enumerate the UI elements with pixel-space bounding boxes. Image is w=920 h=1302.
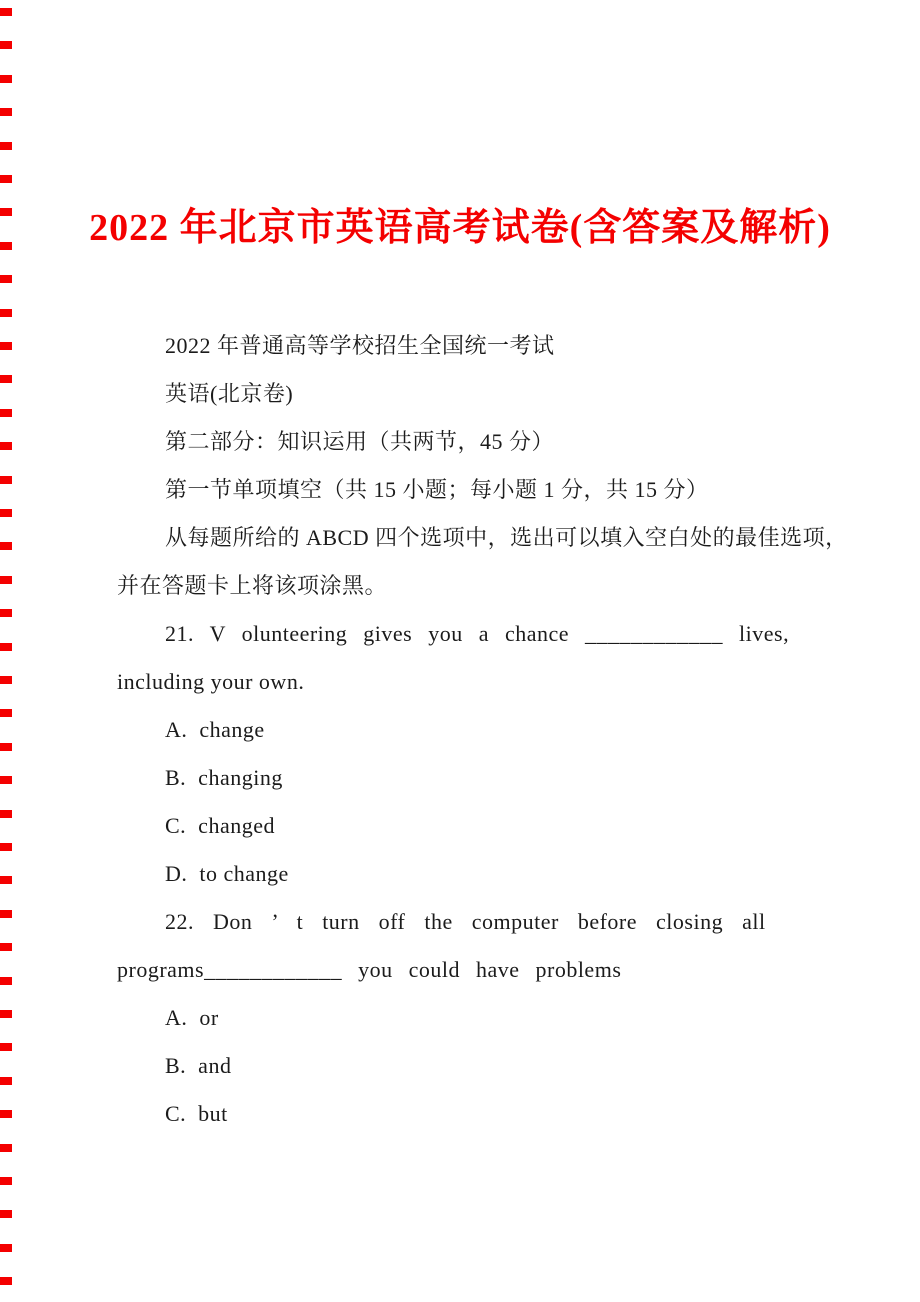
margin-mark [0, 375, 12, 383]
margin-mark [0, 1244, 12, 1252]
margin-mark [0, 509, 12, 517]
margin-mark [0, 342, 12, 350]
option-line: A. or [165, 1005, 219, 1030]
margin-mark [0, 476, 12, 484]
margin-mark [0, 910, 12, 918]
margin-mark [0, 75, 12, 83]
margin-mark [0, 1177, 12, 1185]
option-line: B. changing [165, 765, 283, 790]
margin-mark [0, 776, 12, 784]
margin-mark [0, 709, 12, 717]
margin-mark [0, 309, 12, 317]
page-title: 2022 年北京市英语高考试卷(含答案及解析) [89, 207, 831, 249]
section-heading-line: 第一节单项填空（共 15 小题；每小题 1 分，共 15 分） [165, 477, 709, 502]
question-line: 22. Don ’ t turn off the computer before closing all [165, 909, 766, 934]
margin-mark [0, 643, 12, 651]
margin-mark [0, 1210, 12, 1218]
option-line: B. and [165, 1053, 232, 1078]
margin-mark [0, 977, 12, 985]
margin-mark [0, 1043, 12, 1051]
margin-mark [0, 676, 12, 684]
option-line: D. to change [165, 861, 289, 886]
margin-mark [0, 576, 12, 584]
margin-mark [0, 609, 12, 617]
margin-mark [0, 1277, 12, 1285]
margin-mark [0, 41, 12, 49]
margin-mark [0, 409, 12, 417]
question-line: 21. V olunteering gives you a chance ____________ lives, [165, 621, 790, 646]
section-heading-line: 第二部分：知识运用（共两节，45 分） [165, 429, 555, 454]
option-line: C. but [165, 1101, 228, 1126]
margin-mark [0, 1010, 12, 1018]
margin-mark [0, 943, 12, 951]
instruction-line: 从每题所给的 ABCD 四个选项中，选出可以填入空白处的最佳选项， [165, 525, 848, 550]
margin-mark [0, 1144, 12, 1152]
margin-mark [0, 442, 12, 450]
margin-mark [0, 275, 12, 283]
instruction-line: 并在答题卡上将该项涂黑。 [117, 573, 388, 598]
option-line: C. changed [165, 813, 275, 838]
margin-mark [0, 843, 12, 851]
margin-mark [0, 876, 12, 884]
margin-mark [0, 175, 12, 183]
document-body [117, 322, 848, 1138]
margin-mark [0, 108, 12, 116]
option-line: A. change [165, 717, 265, 742]
margin-mark [0, 1110, 12, 1118]
margin-mark [0, 542, 12, 550]
exam-meta-line: 2022 年普通高等学校招生全国统一考试 [165, 333, 555, 358]
margin-mark [0, 142, 12, 150]
margin-mark [0, 810, 12, 818]
exam-meta-line: 英语(北京卷) [165, 381, 294, 406]
margin-mark [0, 743, 12, 751]
margin-mark [0, 8, 12, 16]
question-line: including your own. [117, 669, 305, 694]
margin-mark [0, 1077, 12, 1085]
question-line: programs____________ you could have problems [117, 957, 622, 982]
